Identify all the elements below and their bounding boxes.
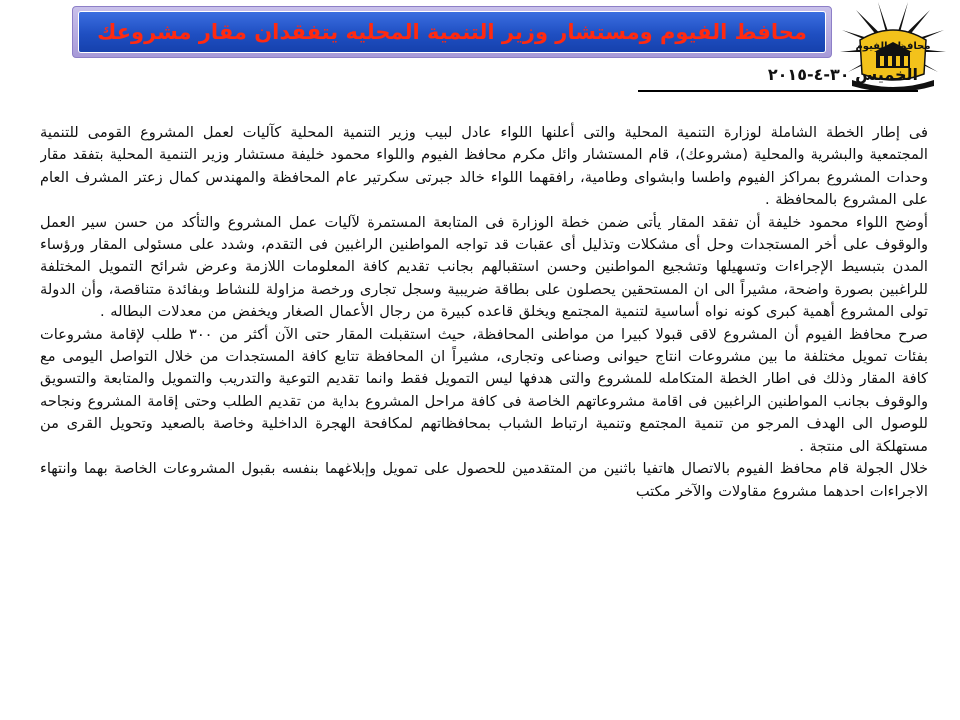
page-title: محافظ الفيوم ومستشار وزير التنمية المحليه يتفقدان مقار مشروعك <box>97 20 807 44</box>
title-inner <box>78 11 826 53</box>
article-date: الخميس ٣٠-٤-٢٠١٥ <box>638 62 918 92</box>
title-banner <box>72 6 832 58</box>
article-paragraph: صرح محافظ الفيوم أن المشروع لاقى قبولا كبيرا من مواطنى المحافظة، حيث استقبلت المقار حتى الآن أكثر من ٣٠٠ طلب لإقامة مشروعات بفئات تمويل مختلفة ما بين مشروعات انتاج حيوانى وصناعى وتجارى، مشيراً ان المحافظة تتابع كافة المستجدات من خلال التواصل اليومى مع كافة المقار وذلك فى اطار الخطة المتكامله للمشروع والتى هدفها ليس التمويل فقط وانما تقديم التوعية والتدريب والتمويل والمتابعة والتسويق والوقوف بجانب المواطنين الراغبين فى اقامة مشروعاتهم الخاصة فى كافة مراحل المشروع بداية من تقديم الطلب وحتى إقامة المشروع ونجاحه للوصول الى الهدف المرجو من تنمية المجتمع وتنمية ارتباط الشباب بمحافظاتهم لمكافحة الهجرة الداخلية وخاصة بالصعيد وتحويل القرى من مستهلكة الى منتجة . <box>40 325 928 455</box>
article-paragraph: فى إطار الخطة الشاملة لوزارة التنمية المحلية والتى أعلنها اللواء عادل لبيب وزير التنمية المحلية كآليات لعمل المشروع القومى للتنمية المجتمعية والبشرية والمحلية (مشروعك)، قام المستشار وائل مكرم محافظ الفيوم واللواء محمود خليفة مستشار وزير التنمية المحلية بتفقد مقار وحدات المشروع بمراكز الفيوم واطسا وابشواى وطامية، رافقهما اللواء خالد جبرتى سكرتير عام المحافظة والمهندس كمال زعتر المشرف العام على المشروع بالمحافظة . <box>40 124 928 209</box>
article-body <box>40 122 928 712</box>
article-paragraph: خلال الجولة قام محافظ الفيوم بالاتصال هاتفيا باثنين من المتقدمين للحصول على تمويل وإبلاغهما بنفسه بقبول المشروعات الخاصة بهما وانتهاء الاجراءات احدهما مشروع مقاولات والآخر مكتب <box>40 460 928 500</box>
article-paragraph: أوضح اللواء محمود خليفة أن تفقد المقار يأتى ضمن خطة الوزارة فى المتابعة المستمرة لآليات عمل المشروع والتأكد من حسن سير العمل والوقوف على أخر المستجدات وحل أى مشكلات وتذليل أى عقبات قد تواجه المواطنين الراغبين فى التقدم، وشدد على مسئولى المقار ورؤساء المدن بتبسيط الإجراءات وتسهيلها وتشجيع المواطنين وحسن استقبالهم بجانب تقديم كافة المعلومات اللازمة وعرض شرائح التمويل المختلفة للراغبين بصورة واضحة، مشيراً الى ان المستحقين يحصلون على بطاقة ضريبية وسجل تجارى ورخصة مزاولة للنشاط وبفائدة متناقصة، وأن الدولة تولى المشروع أهمية كبرى كونه نواه أساسية لتنمية المجتمع ويخلق قاعده كبيرة من رجال الأعمال الصغار ويخفض من معدلات البطاله . <box>40 213 928 321</box>
logo-text: محافظة الفيوم <box>855 41 931 52</box>
